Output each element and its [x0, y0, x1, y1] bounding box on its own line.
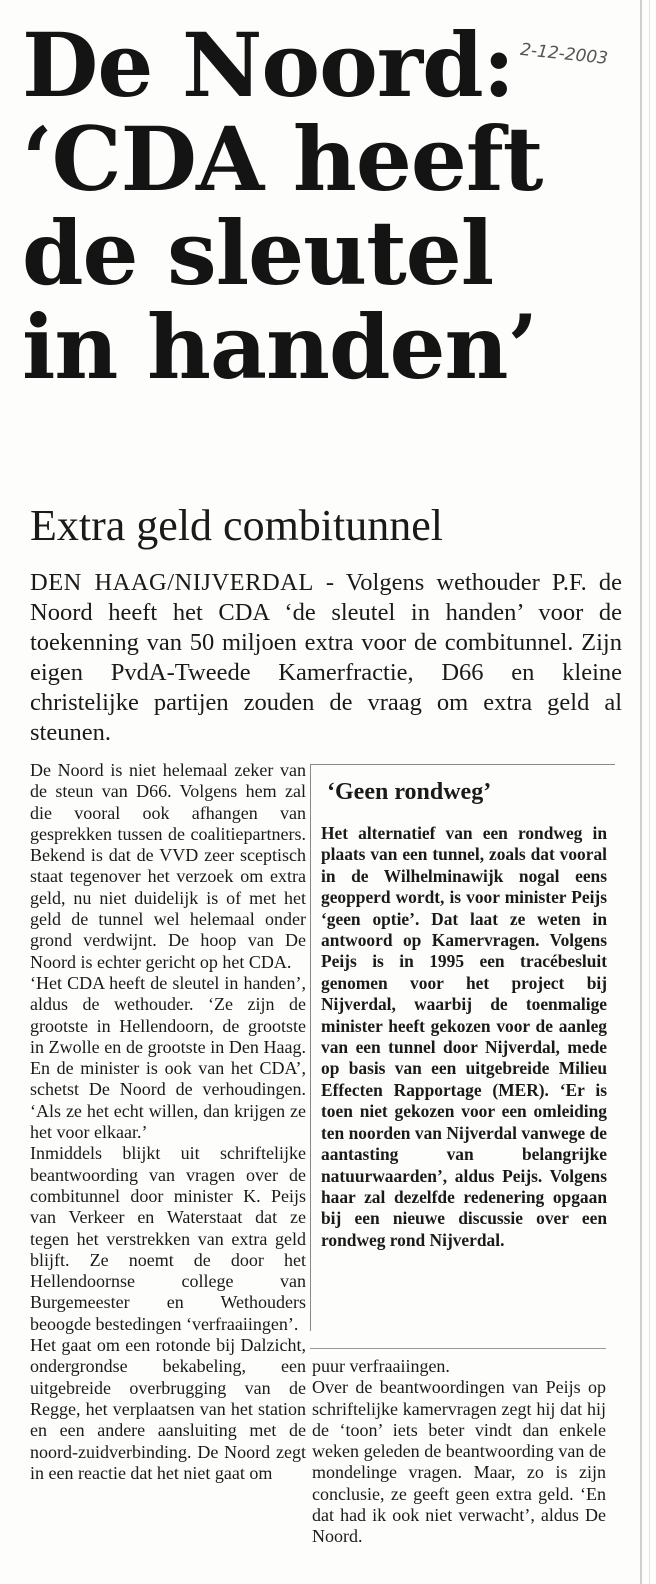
sidebar-box — [310, 764, 615, 1331]
headline — [22, 13, 582, 399]
body-column-left — [30, 760, 306, 1484]
body-paragraph: De Noord is niet helemaal zeker van de steun van D66. Volgens hem zal die vooral ook afhangen van gesprekken tussen de coalitiepartners. Bekend is dat de VVD zeer sceptisch staat tegenover het verzoek om extra geld, nu niet duidelijk is of met het geld de tunnel wel helemaal onder grond verdwijnt. De hoop van De Noord is echter gericht op het CDA. — [30, 760, 306, 972]
body-column-right — [312, 1356, 606, 1548]
subheadline: Extra geld combitunnel — [30, 501, 443, 550]
sidebar-body: Het alternatief van een rondweg in plaats van een tunnel, zoals dat vooral in de Wilhelminawijk nogal eens geopperd wordt, is voor minister Peijs ‘geen optie’. Dat laat ze weten in antwoord op Kamervragen. Volgens Peijs is in 1995 een tracébesluit genomen voor het project bij Nijverdal, waarbij de toenmalige minister heeft gekozen voor de aanleg van een tunnel door Nijverdal, mede op basis van een uitgebreide Milieu Effecten Rapportage (MER). ‘Er is toen niet gekozen voor een omleiding ten noorden van Nijverdal vanwege de aantasting van belangrijke natuurwaarden’, aldus Peijs. Volgens haar zal dezelfde redenering opgaan bij een nieuwe discussie over een rondweg rond Nijverdal. — [321, 823, 607, 1250]
clipping-edge — [640, 0, 642, 1584]
headline-line: De Noord: — [22, 13, 515, 117]
intro-paragraph — [30, 568, 622, 748]
body-paragraph: Inmiddels blijkt uit schriftelijke beantwoording van vragen over de combitunnel door minister K. Peijs van Verkeer en Waterstaat dat ze tegen het verstrekken van extra geld blijft. Ze noemt de door het Hellendoornse college van Burgemeester en Wethouders beoogde bestedingen ‘verfraaiingen’. — [30, 1143, 306, 1334]
handwritten-date: 2-12-2003 — [519, 39, 609, 69]
clipping-edge-shadow — [649, 0, 650, 1584]
headline-line: de sleutel — [22, 201, 494, 305]
body-paragraph: Het gaat om een rotonde bij Dalzicht, ondergrondse bekabeling, een uitgebreide overbrugging van de Regge, het verplaatsen van het station en een andere aansluiting met de noord-zuidverbinding. De Noord zegt in een reactie dat het niet gaat om — [30, 1335, 306, 1483]
dateline: DEN HAAG/NIJVERDAL — [30, 569, 314, 596]
body-paragraph: puur verfraaiingen. — [312, 1356, 450, 1376]
body-paragraph: Over de beantwoordingen van Peijs op schriftelijke kamervragen zegt hij dat hij de ‘toon’ iets beter vindt dan enkele weken geleden de beantwoording van de mondelinge vragen. Maar, zo is zijn conclusie, ze geeft geen extra geld. ‘En dat had ik ook niet verwacht’, aldus De Noord. — [312, 1377, 606, 1547]
sidebar-bottom-rule — [310, 1348, 606, 1349]
body-paragraph: ‘Het CDA heeft de sleutel in handen’, aldus de wethouder. ‘Ze zijn de grootste in Hellendoorn, de grootste in Zwolle en de grootste in Den Haag. En de minister is ook van het CDA’, schetst De Noord de verhoudingen. ‘Als ze het echt willen, dan krijgen ze het voor elkaar.’ — [30, 972, 306, 1143]
headline-line: in handen’ — [22, 295, 538, 399]
headline-line: ‘CDA heeft — [22, 107, 543, 211]
sidebar-title: ‘Geen rondweg’ — [327, 779, 492, 805]
intro-text: - Volgens wethouder P.F. de Noord heeft het CDA ‘de sleutel in handen’ voor de toekenning van 50 miljoen extra voor de combitunnel. Zijn eigen PvdA-Tweede Kamerfractie, D66 en kleine christelijke partijen zouden de vraag om extra geld al steunen. — [30, 569, 622, 746]
